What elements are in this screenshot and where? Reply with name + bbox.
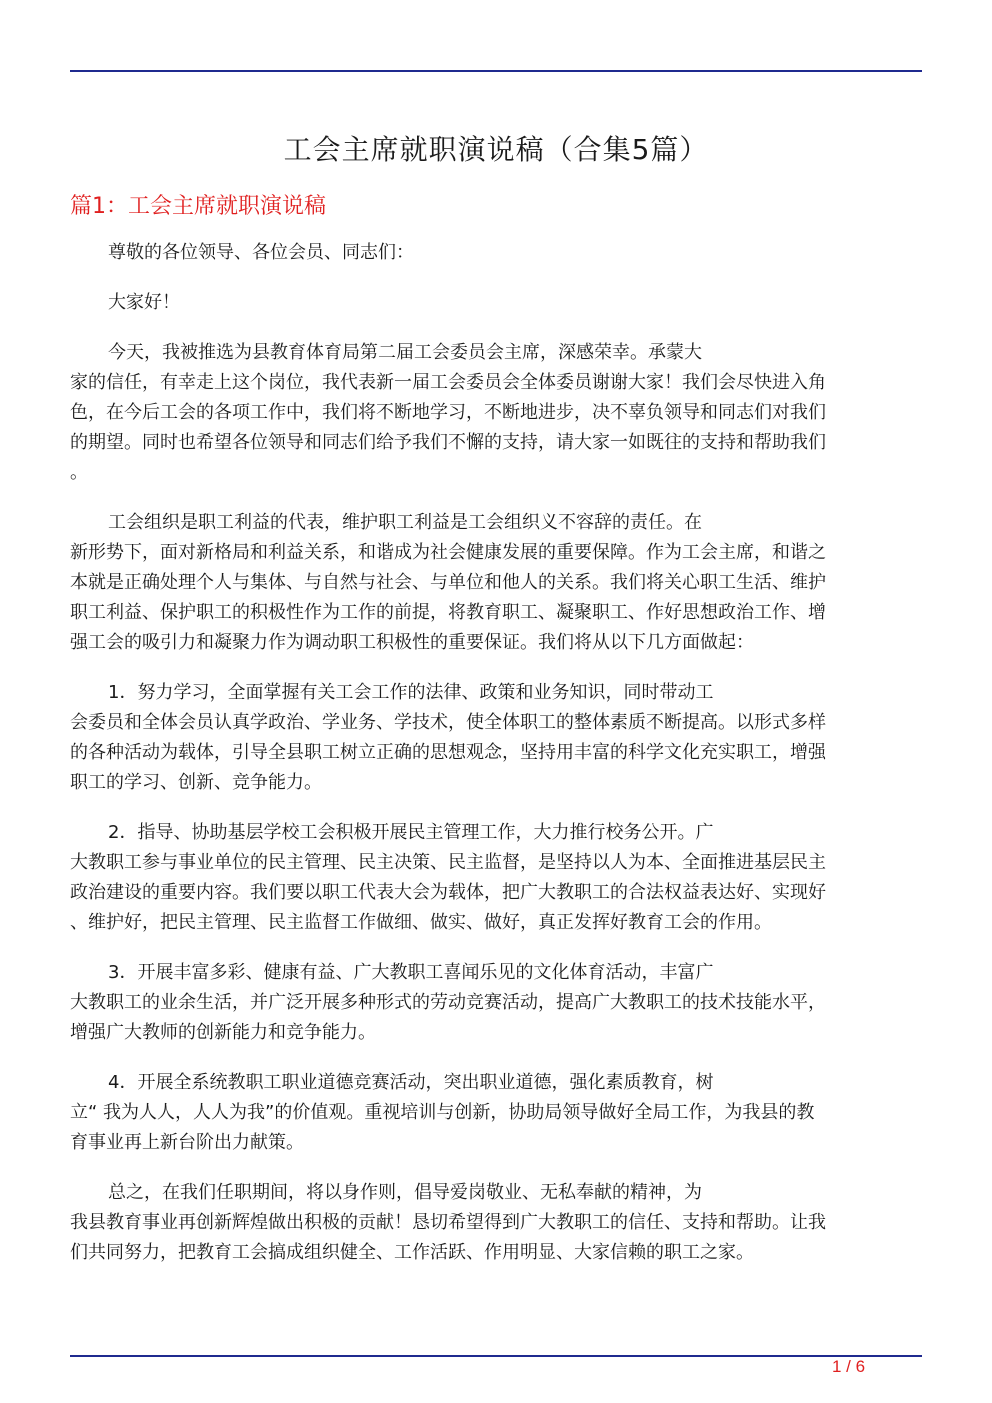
document-body — [70, 238, 922, 1268]
document-title: 工会主席就职演说稿（合集5篇） — [283, 133, 709, 166]
page-number: 1 / 6 — [832, 1357, 866, 1376]
paragraph-6: 4．开展全系统教职工职业道德竞赛活动，突出职业道德，强化素质教育，树 立“ 我为人人，人人为我”的价值观。重视培训与创新，协助局领导做好全局工作，为我县的教 育事业再上新台阶出力献策。 — [70, 1072, 815, 1153]
paragraph-1: 今天，我被推选为县教育体育局第二届工会委员会主席，深感荣幸。承蒙大 家的信任，有幸走上这个岗位，我代表新一届工会委员会全体委员谢谢大家！我们会尽快进入角 色，在今后工会的各项工作中，我们将不断地学习，不断地进步，决不辜负领导和同志们对我们 的期望。同时也希望各位领导和同志们给予我们不懈的支持，请大家一如既往的支持和帮助我们 。 — [70, 342, 826, 483]
footer-rule — [70, 1355, 922, 1357]
paragraph-4: 2．指导、协助基层学校工会积极开展民主管理工作，大力推行校务公开。广 大教职工参与事业单位的民主管理、民主决策、民主监督，是坚持以人为本、全面推进基层民主 政治建设的重要内容。我们要以职工代表大会为载体，把广大教职工的合法权益表达好、实现好 、维护好，把民主管理、民主监督工作做细、做实、做好，真正发挥好教育工会的作用。 — [70, 822, 826, 933]
paragraph-5: 3．开展丰富多彩、健康有益、广大教职工喜闻乐见的文化体育活动，丰富广 大教职工的业余生活，并广泛开展多种形式的劳动竞赛活动，提高广大教职工的技术技能水平， 增强广大教师的创新能力和竞争能力。 — [70, 962, 826, 1043]
section-heading: 篇1：工会主席就职演说稿 — [70, 194, 326, 219]
paragraph-2: 工会组织是职工利益的代表，维护职工利益是工会组织义不容辞的责任。在 新形势下，面对新格局和利益关系，和谐成为社会健康发展的重要保障。作为工会主席，和谐之 本就是正确处理个人与集体、与自然与社会、与单位和他人的关系。我们将关心职工生活、维护 职工利益、保护职工的积极性作为工作的前提，将教育职工、凝聚职工、作好思想政治工作、增 强工会的吸引力和凝聚力作为调动职工积极性的重要保证。我们将从以下几方面做起： — [70, 512, 826, 653]
paragraph-3: 1．努力学习，全面掌握有关工会工作的法律、政策和业务知识，同时带动工 会委员和全体会员认真学政治、学业务、学技术，使全体职工的整体素质不断提高。以形式多样 的各种活动为载体，引导全县职工树立正确的思想观念，坚持用丰富的科学文化充实职工，增强 职工的学习、创新、竞争能力。 — [70, 682, 826, 793]
header-rule — [70, 70, 922, 72]
greeting: 大家好！ — [108, 292, 180, 313]
paragraph-7: 总之，在我们任职期间，将以身作则，倡导爱岗敬业、无私奉献的精神，为 我县教育事业再创新辉煌做出积极的贡献！恳切希望得到广大教职工的信任、支持和帮助。让我 们共同努力，把教育工会搞成组织健全、工作活跃、作用明显、大家信赖的职工之家。 — [70, 1182, 826, 1263]
salutation: 尊敬的各位领导、各位会员、同志们： — [108, 242, 414, 263]
